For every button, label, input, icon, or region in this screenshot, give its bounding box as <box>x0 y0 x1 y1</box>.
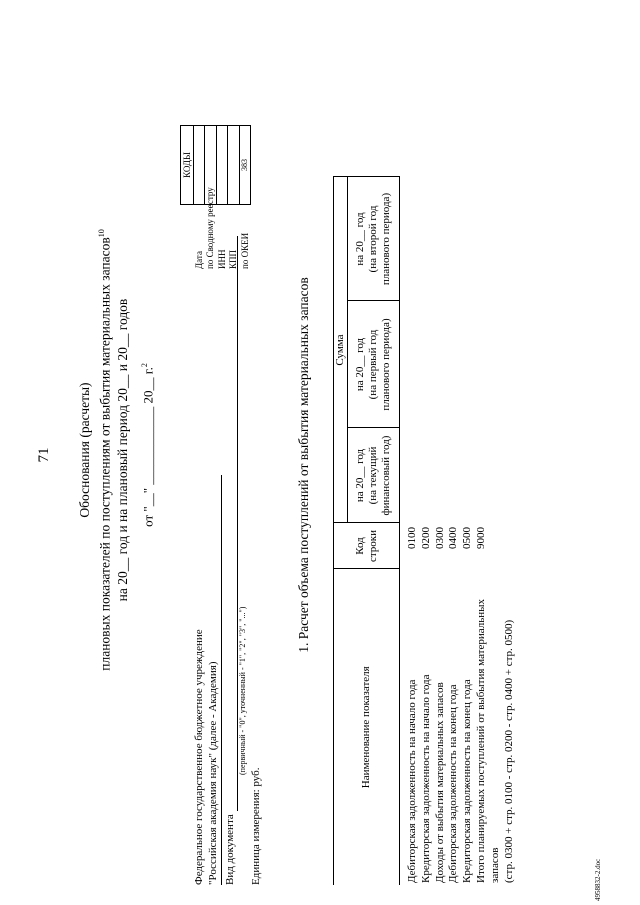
table-row <box>434 177 448 885</box>
table-row <box>447 177 461 885</box>
table-row <box>400 177 420 885</box>
codes-value-kpp <box>228 126 239 205</box>
header-first-plan-year: на 20__ год (на первый год планового периода) <box>348 301 400 428</box>
title-line-2: плановых показателей по поступлениям от выбытия материальных запасов$^{10}$ <box>97 229 113 671</box>
codes-value-date <box>194 126 205 205</box>
title-footnote-ref: 10 <box>97 229 106 238</box>
file-reference: 4958832-2.doc <box>594 858 602 901</box>
document-kind-hint: (первичный - "0", уточненный - "1", "2", "3", "...") <box>238 606 247 775</box>
codes-label-okei: по ОКЕИ <box>239 232 250 269</box>
date-footnote-ref: 2 <box>140 363 149 368</box>
title-line-3: на 20__ год и на плановый период 20__ и 20__ годов <box>114 298 130 602</box>
title-line-1: Обоснования (расчеты) <box>77 382 92 518</box>
header-second-plan-year: на 20__ год (на второй год планового периода) <box>348 177 400 301</box>
codes-table <box>180 125 251 205</box>
row-name: Кредиторская задолженность на конец года <box>461 679 474 883</box>
row-code: 0300 <box>433 527 446 549</box>
document-title <box>76 195 131 705</box>
codes-label-inn: ИНН <box>216 249 227 269</box>
document-date: от "__" ____________ 20__ г.$^2$ <box>140 363 156 527</box>
codes-value-registry <box>205 126 216 205</box>
header-indicator-name: Наименование показателя <box>334 569 400 885</box>
header-row-code: Код строки <box>334 523 400 569</box>
header-sum: Сумма <box>334 177 348 523</box>
codes-label-date: Дата <box>194 251 204 269</box>
section-title: 1. Расчет объема поступлений от выбытия материальных запасов <box>296 277 311 653</box>
codes-label-registry: по Сводному реестру <box>205 187 216 269</box>
table-row <box>420 177 434 885</box>
row-code: 9000 <box>474 527 487 549</box>
codes-value-inn <box>216 126 227 205</box>
table-row <box>475 177 516 885</box>
organization-line-1: Федеральное государственное бюджетное учреждение <box>193 629 205 885</box>
page-number: 71 <box>36 447 52 463</box>
row-name: Кредиторская задолженность на начало года <box>419 674 432 883</box>
organization-underline <box>221 475 222 885</box>
header-current-year: на 20__ год (на текущий финансовый год) <box>348 428 400 523</box>
row-name: Дебиторская задолженность на конец года <box>447 684 460 883</box>
table-row <box>461 177 475 885</box>
calculation-table <box>333 177 516 886</box>
row-name: Доходы от выбытия материальных запасов <box>433 682 446 883</box>
row-name: Дебиторская задолженность на начало года <box>406 679 418 883</box>
row-code: 0400 <box>447 527 460 549</box>
row-code: 0500 <box>461 527 474 549</box>
row-code: 0100 <box>406 527 418 549</box>
unit-of-measure: Единица измерения: руб. <box>250 767 262 885</box>
document-kind-label: Вид документа <box>224 814 236 885</box>
codes-label-kpp: КПП <box>228 249 239 269</box>
codes-header: КОДЫ <box>181 126 194 205</box>
organization-line-2: "Российская академия наук" (далее - Академия) <box>207 661 219 885</box>
row-name: Итого планируемых поступлений от выбытия материальных запасов (стр. 0300 + стр. 0100 - стр. 0200 - стр. 0400 + стр. 0500) <box>474 598 515 883</box>
codes-value-okei: 383 <box>239 126 250 205</box>
row-code: 0200 <box>419 527 432 549</box>
